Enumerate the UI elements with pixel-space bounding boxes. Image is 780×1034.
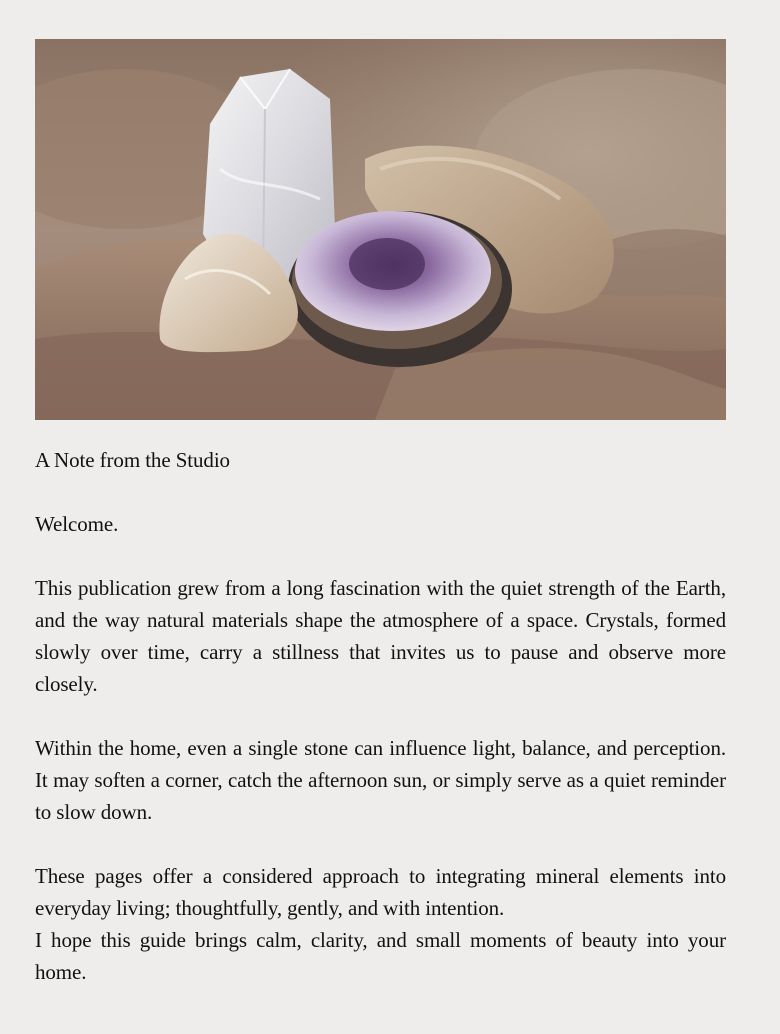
crystals-photo — [35, 39, 726, 420]
note-paragraph-1: This publication grew from a long fascination with the quiet strength of the Earth, and the way natural materials shape the atmosphere of a space. Crystals, formed slowly over time, carry a stillness that invites us to pause and observe more closely. — [35, 576, 726, 696]
studio-note — [35, 444, 726, 988]
note-paragraph-3: These pages offer a considered approach to integrating mineral elements into everyday living; thoughtfully, gently, and with intention. — [35, 864, 726, 920]
note-paragraph-4: I hope this guide brings calm, clarity, and small moments of beauty into your home. — [35, 928, 726, 984]
note-greeting: Welcome. — [35, 512, 119, 536]
crystals-on-rocks-image — [35, 39, 726, 420]
note-heading: A Note from the Studio — [35, 448, 230, 472]
note-paragraph-2: Within the home, even a single stone can influence light, balance, and perception. It may soften a corner, catch the afternoon sun, or simply serve as a quiet reminder to slow down. — [35, 736, 726, 824]
